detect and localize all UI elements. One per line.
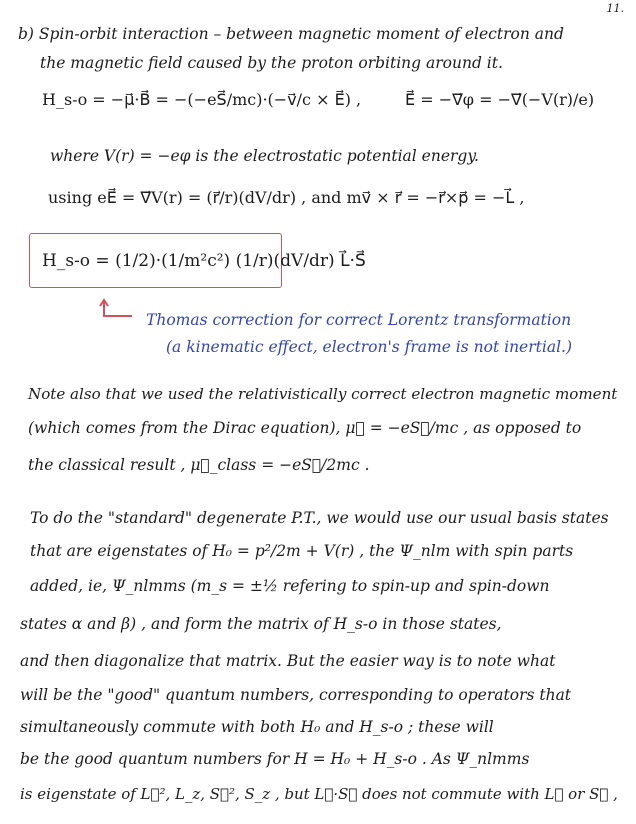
note-line-2: (a kinematic effect, electron's frame is not inertial.) <box>166 338 572 356</box>
line-5: Note also that we used the relativistically correct electron magnetic moment <box>28 385 618 403</box>
boxed-result <box>29 233 366 288</box>
line-13: will be the "good" quantum numbers, corresponding to operators that <box>20 686 572 704</box>
line-9: that are eigenstates of H₀ = p²/2m + V(r) , the Ψ_nlm with spin parts <box>30 542 574 560</box>
boxed-equation: H_s-o = (1/2)·(1/m²c²) (1/r)(dV/dr) L⃗·S⃗ <box>42 251 366 271</box>
line-3: where V(r) = −eφ is the electrostatic potential energy. <box>50 147 479 165</box>
line-14: simultaneously commute with both H₀ and H_s-o ; these will <box>20 718 494 736</box>
arrow-icon <box>98 298 138 322</box>
line-2: the magnetic field caused by the proton orbiting around it. <box>40 54 503 72</box>
line-1: b) Spin-orbit interaction – between magnetic moment of electron and <box>18 25 564 43</box>
equation-hso: H_s-o = −μ⃗·B⃗ = −(−eS⃗/mc)·(−v⃗/c × E⃗) , <box>42 90 362 109</box>
line-12: and then diagonalize that matrix. But the easier way is to note what <box>20 652 556 670</box>
note-line-1: Thomas correction for correct Lorentz transformation <box>146 311 572 329</box>
equation-e-field: E⃗ = −∇⃗φ = −∇⃗(−V(r)/e) <box>405 90 595 109</box>
line-7: the classical result , μ⃗_class = −eS⃗/2mc . <box>28 456 370 474</box>
line-8: To do the "standard" degenerate P.T., we would use our usual basis states <box>30 509 609 527</box>
line-10: added, ie, Ψ_nlmms (m_s = ±½ refering to spin-up and spin-down <box>30 577 550 595</box>
page-number: 11. <box>606 2 624 15</box>
line-11: states α and β) , and form the matrix of H_s-o in those states, <box>20 615 502 633</box>
line-4: using eE⃗ = ∇⃗V(r) = (r⃗/r)(dV/dr) , and mv⃗ × r⃗ = −r⃗×p⃗ = −L⃗ , <box>48 188 525 207</box>
line-15: be the good quantum numbers for H = H₀ + H_s-o . As Ψ_nlmms <box>20 750 530 768</box>
line-16: is eigenstate of L⃗², L_z, S⃗², S_z , but L⃗·S⃗ does not commute with L⃗ or S⃗ , <box>20 785 618 803</box>
line-6: (which comes from the Dirac equation), μ⃗ = −eS⃗/mc , as opposed to <box>28 419 582 437</box>
